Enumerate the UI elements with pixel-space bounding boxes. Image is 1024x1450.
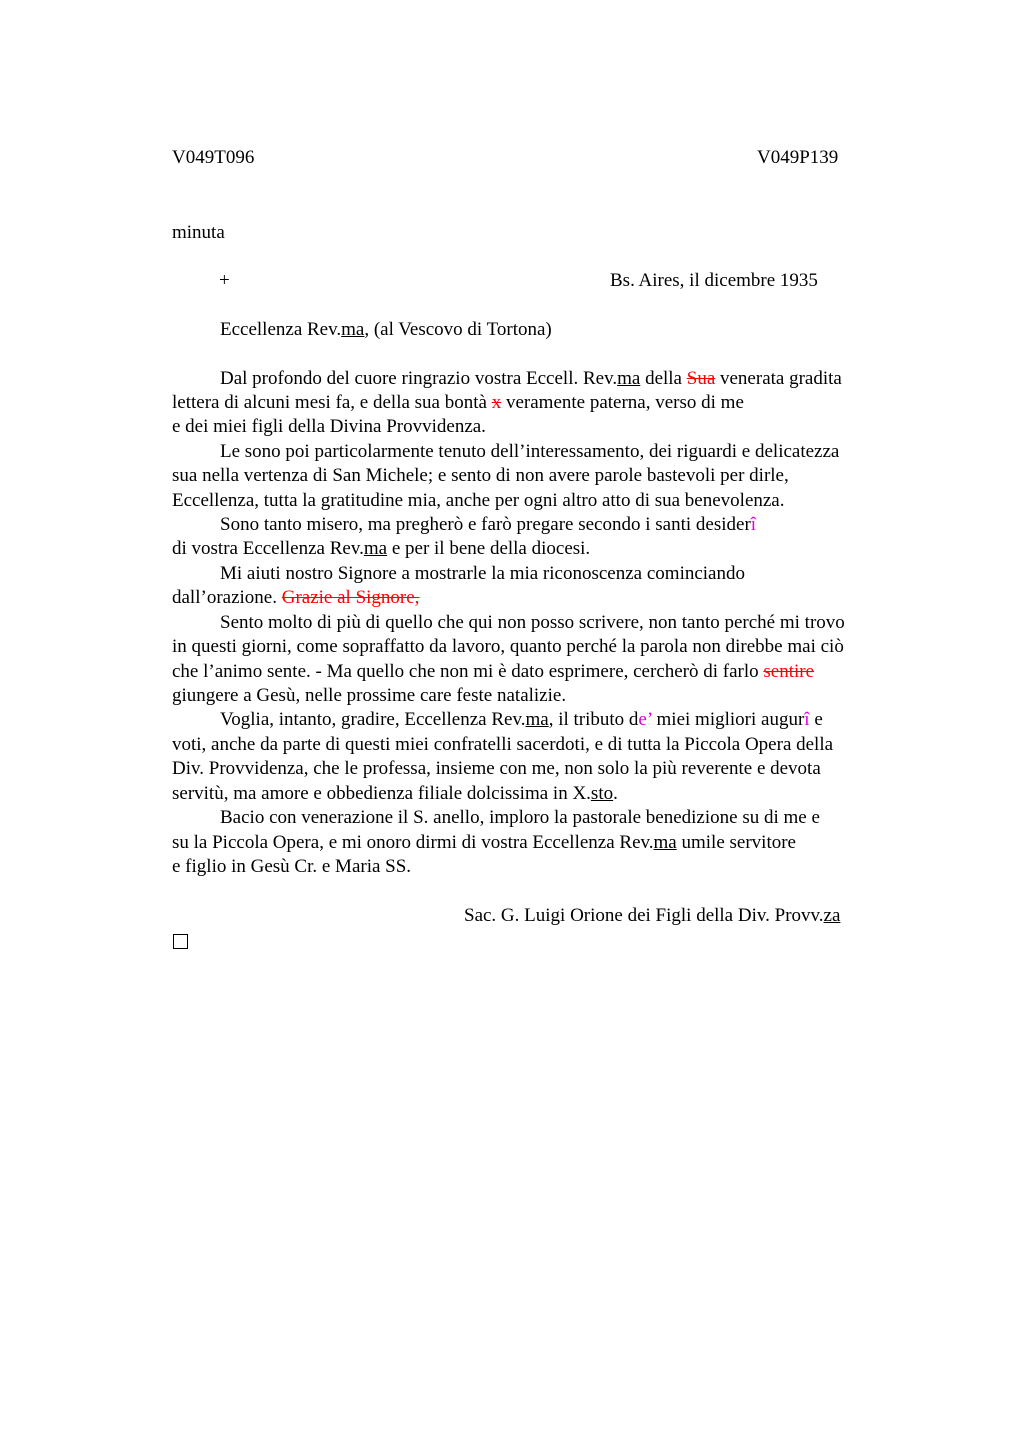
signature: Sac. G. Luigi Orione dei Figli della Div. Provv.za <box>464 905 841 926</box>
letter-line: che l’animo sente. - Ma quello che non mi è dato esprimere, cercherò di farlo sentire <box>172 661 815 682</box>
salutation: Eccellenza Rev.ma, (al Vescovo di Tortona) <box>220 319 552 340</box>
letter-line: e figlio in Gesù Cr. e Maria SS. <box>172 856 412 877</box>
deleted-text: sentire <box>763 661 815 682</box>
doc-code-right: V049P139 <box>757 147 839 168</box>
letter-line: dall’orazione. Grazie al Signore, <box>172 587 420 608</box>
letter-line: Sento molto di più di quello che qui non posso scrivere, non tanto perché mi trovo <box>220 612 845 633</box>
deleted-text: Sua <box>686 368 716 389</box>
doc-type: minuta <box>172 222 225 243</box>
letter-line: Mi aiuti nostro Signore a mostrarle la mia riconoscenza cominciando <box>220 563 745 584</box>
deleted-text: x <box>491 392 502 413</box>
letter-line: Bacio con venerazione il S. anello, imploro la pastorale benedizione su di me e <box>220 807 820 828</box>
letter-line: su la Piccola Opera, e mi onoro dirmi di vostra Eccellenza Rev.ma umile servitore <box>172 832 796 853</box>
letter-line: in questi giorni, come sopraffatto da lavoro, quanto perché la parola non direbbe mai ciò <box>172 636 844 657</box>
letter-line: Voglia, intanto, gradire, Eccellenza Rev.ma, il tributo de’ miei migliori augurî e <box>220 709 823 730</box>
letter-line: sua nella vertenza di San Michele; e sento di non avere parole bastevoli per dirle, <box>172 465 789 486</box>
place-date: Bs. Aires, il dicembre 1935 <box>610 270 818 291</box>
letter-line: lettera di alcuni mesi fa, e della sua bontà x veramente paterna, verso di me <box>172 392 744 413</box>
letter-line: Dal profondo del cuore ringrazio vostra Eccell. Rev.ma della Sua venerata gradita <box>220 368 842 389</box>
checkbox-icon <box>173 932 188 956</box>
letter-line: e dei miei figli della Divina Provvidenza. <box>172 416 486 437</box>
inserted-text: e’ <box>638 709 652 730</box>
inserted-text: î <box>804 709 810 730</box>
cross-mark: + <box>219 270 230 291</box>
letter-line: Sono tanto misero, ma pregherò e farò pregare secondo i santi desiderî <box>220 514 757 535</box>
doc-code-left: V049T096 <box>172 147 255 168</box>
letter-line: Div. Provvidenza, che le professa, insieme con me, non solo la più reverente e devota <box>172 758 821 779</box>
deleted-text: Grazie al Signore, <box>281 587 420 608</box>
letter-line: Eccellenza, tutta la gratitudine mia, anche per ogni altro atto di sua benevolenza. <box>172 490 785 511</box>
letter-line: servitù, ma amore e obbedienza filiale dolcissima in X.sto. <box>172 783 618 804</box>
inserted-text: î <box>750 514 757 535</box>
letter-line: voti, anche da parte di questi miei confratelli sacerdoti, e di tutta la Piccola Opera della <box>172 734 834 755</box>
letter-line: Le sono poi particolarmente tenuto dell’interessamento, dei riguardi e delicatezza <box>220 441 840 462</box>
letter-line: di vostra Eccellenza Rev.ma e per il bene della diocesi. <box>172 538 591 559</box>
letter-line: giungere a Gesù, nelle prossime care feste natalizie. <box>172 685 567 706</box>
